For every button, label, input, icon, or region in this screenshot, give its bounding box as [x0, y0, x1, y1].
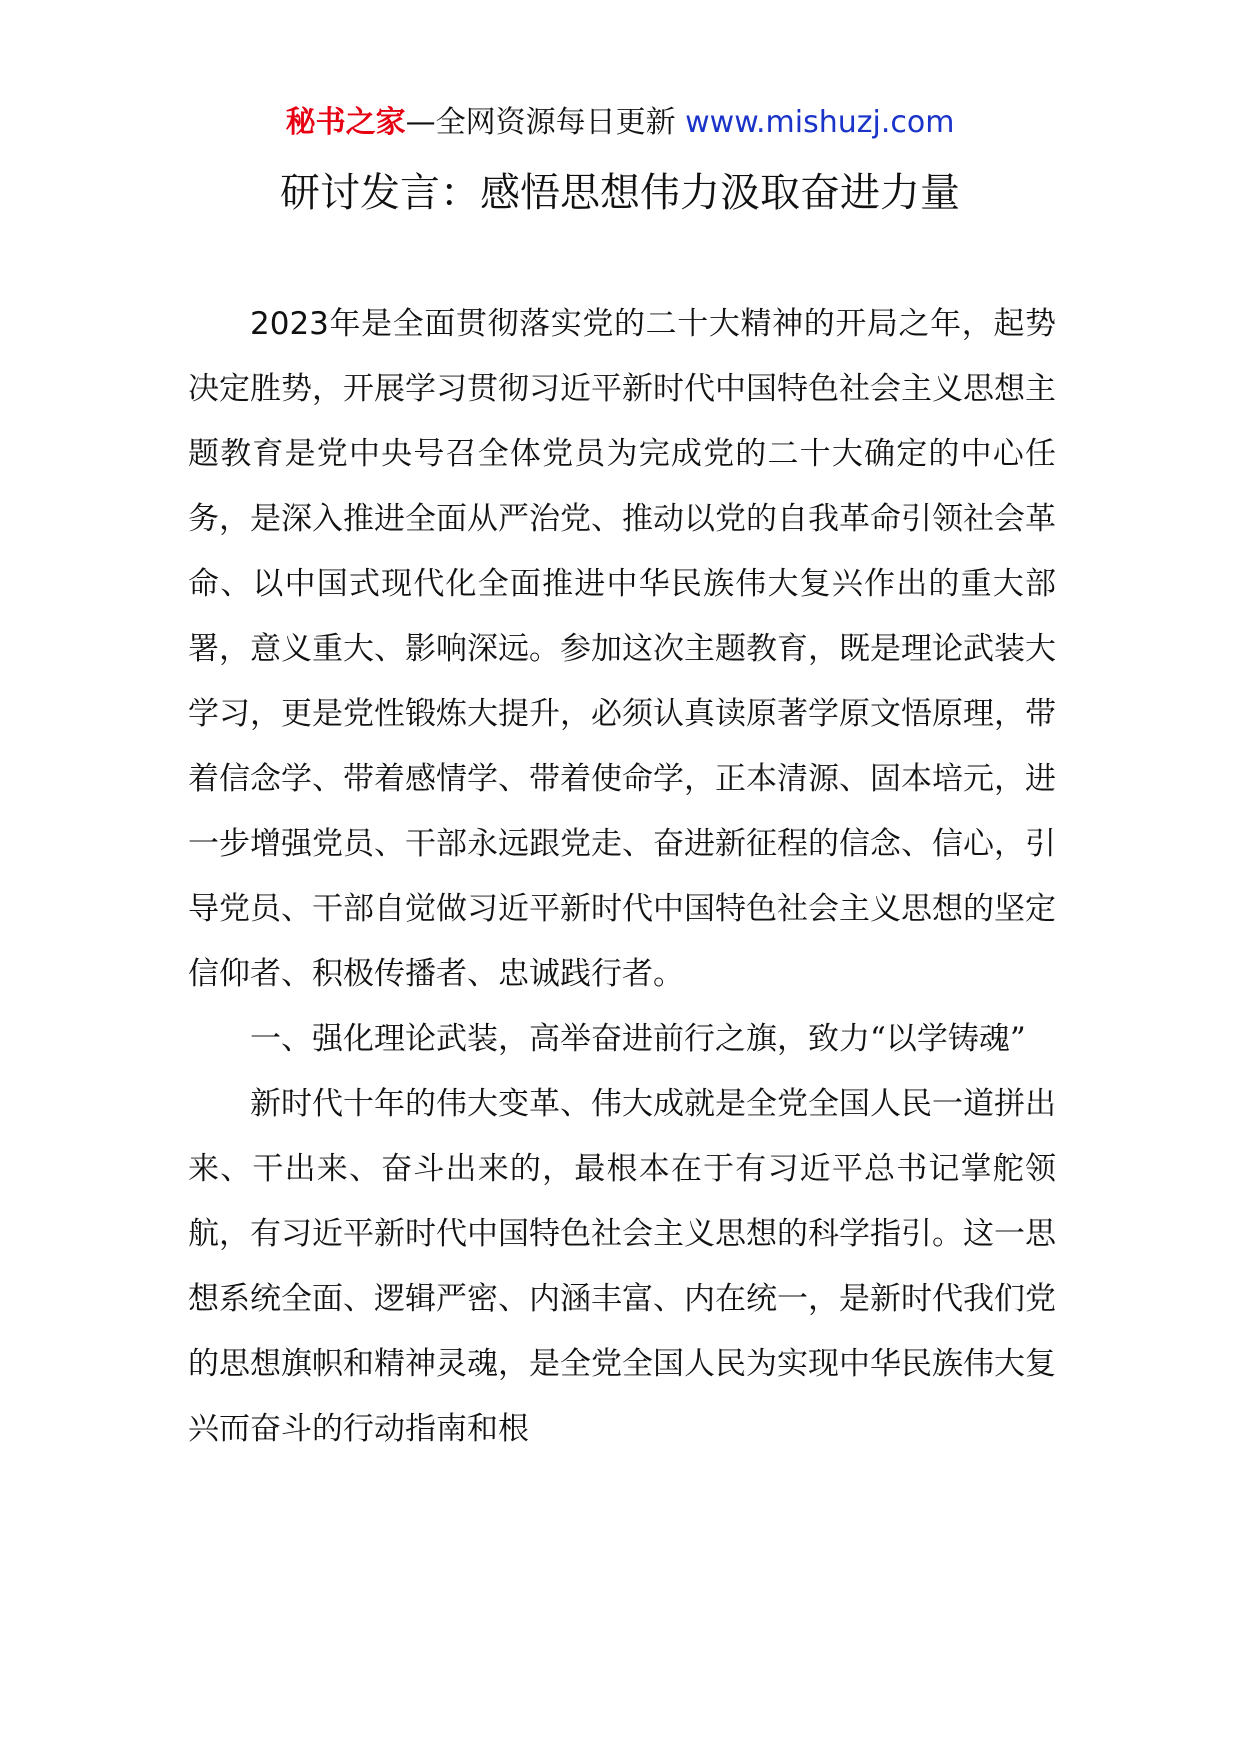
site-url-link[interactable]: www.mishuzj.com: [685, 105, 955, 140]
header-tagline: —全网资源每日更新: [405, 105, 676, 140]
body-paragraph: 新时代十年的伟大变革、伟大成就是全党全国人民一道拼出来、干出来、奋斗出来的，最根本在于有习近平总书记掌舵领航，有习近平新时代中国特色社会主义思想的科学指引。这一思想系统全面、逻辑严密、内涵丰富、内在统一，是新时代我们党的思想旗帜和精神灵魂，是全党全国人民为实现中华民族伟大复兴而奋斗的行动指南和根: [188, 1086, 1056, 1447]
site-header: [0, 100, 1240, 146]
body-paragraph: 2023年是全面贯彻落实党的二十大精神的开局之年，起势决定胜势，开展学习贯彻习近平新时代中国特色社会主义思想主题教育是党中央号召全体党员为完成党的二十大确定的中心任务，是深入推进全面从严治党、推动以党的自我革命引领社会革命、以中国式现代化全面推进中华民族伟大复兴作出的重大部署，意义重大、影响深远。参加这次主题教育，既是理论武装大学习，更是党性锻炼大提升，必须认真读原著学原文悟原理，带着信念学、带着感情学、带着使命学，正本清源、固本培元，进一步增强党员、干部永远跟党走、奋进新征程的信念、信心，引导党员、干部自觉做习近平新时代中国特色社会主义思想的坚定信仰者、积极传播者、忠诚践行者。: [188, 306, 1056, 992]
document-title: 研讨发言：感悟思想伟力汲取奋进力量: [280, 170, 960, 216]
section-heading: 一、强化理论武装，高举奋进前行之旗，致力“以学铸魂”: [250, 1021, 1026, 1057]
brand-name: 秘书之家: [285, 105, 406, 140]
document-body: [188, 292, 1056, 1462]
